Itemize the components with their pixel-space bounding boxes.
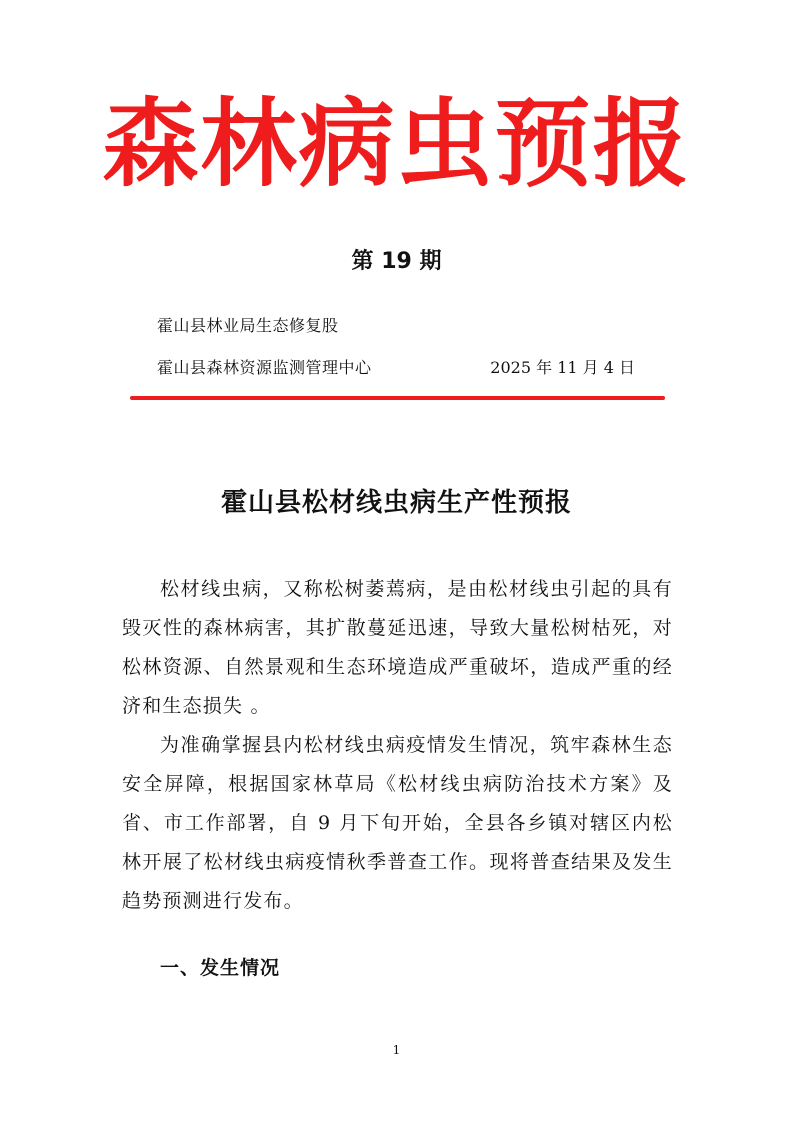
masthead-title: 森林病虫预报: [102, 88, 691, 200]
article-title: 霍山县松材线虫病生产性预报: [220, 488, 572, 518]
issuer-org-1: 霍山县林业局生态修复股: [157, 316, 339, 335]
issuer-org-2: 霍山县森林资源监测管理中心: [157, 358, 372, 377]
issue-number: 第 19 期: [351, 249, 442, 274]
section-heading: 一、发生情况: [160, 957, 281, 979]
paragraph: 为准确掌握县内松材线虫病疫情发生情况，筑牢森林生态安全屏障，根据国家林草局《松材线虫病防治技术方案》及省、市工作部署，自 9 月下旬开始，全县各乡镇对辖区内松林开展了松材线虫病疫情秋季普查工作。现将普查结果及发生趋势预测进行发布。: [122, 734, 673, 912]
issue-date: 2025 年 11 月 4 日: [490, 358, 635, 377]
paragraph: 松材线虫病，又称松树萎蔫病，是由松材线虫引起的具有毁灭性的森林病害，其扩散蔓延迅速，导致大量松树枯死，对松林资源、自然景观和生态环境造成严重破坏，造成严重的经济和生态损失 。: [122, 578, 673, 717]
red-divider: [130, 396, 665, 400]
article-body: [122, 570, 673, 921]
page-number: 1: [392, 1043, 401, 1057]
